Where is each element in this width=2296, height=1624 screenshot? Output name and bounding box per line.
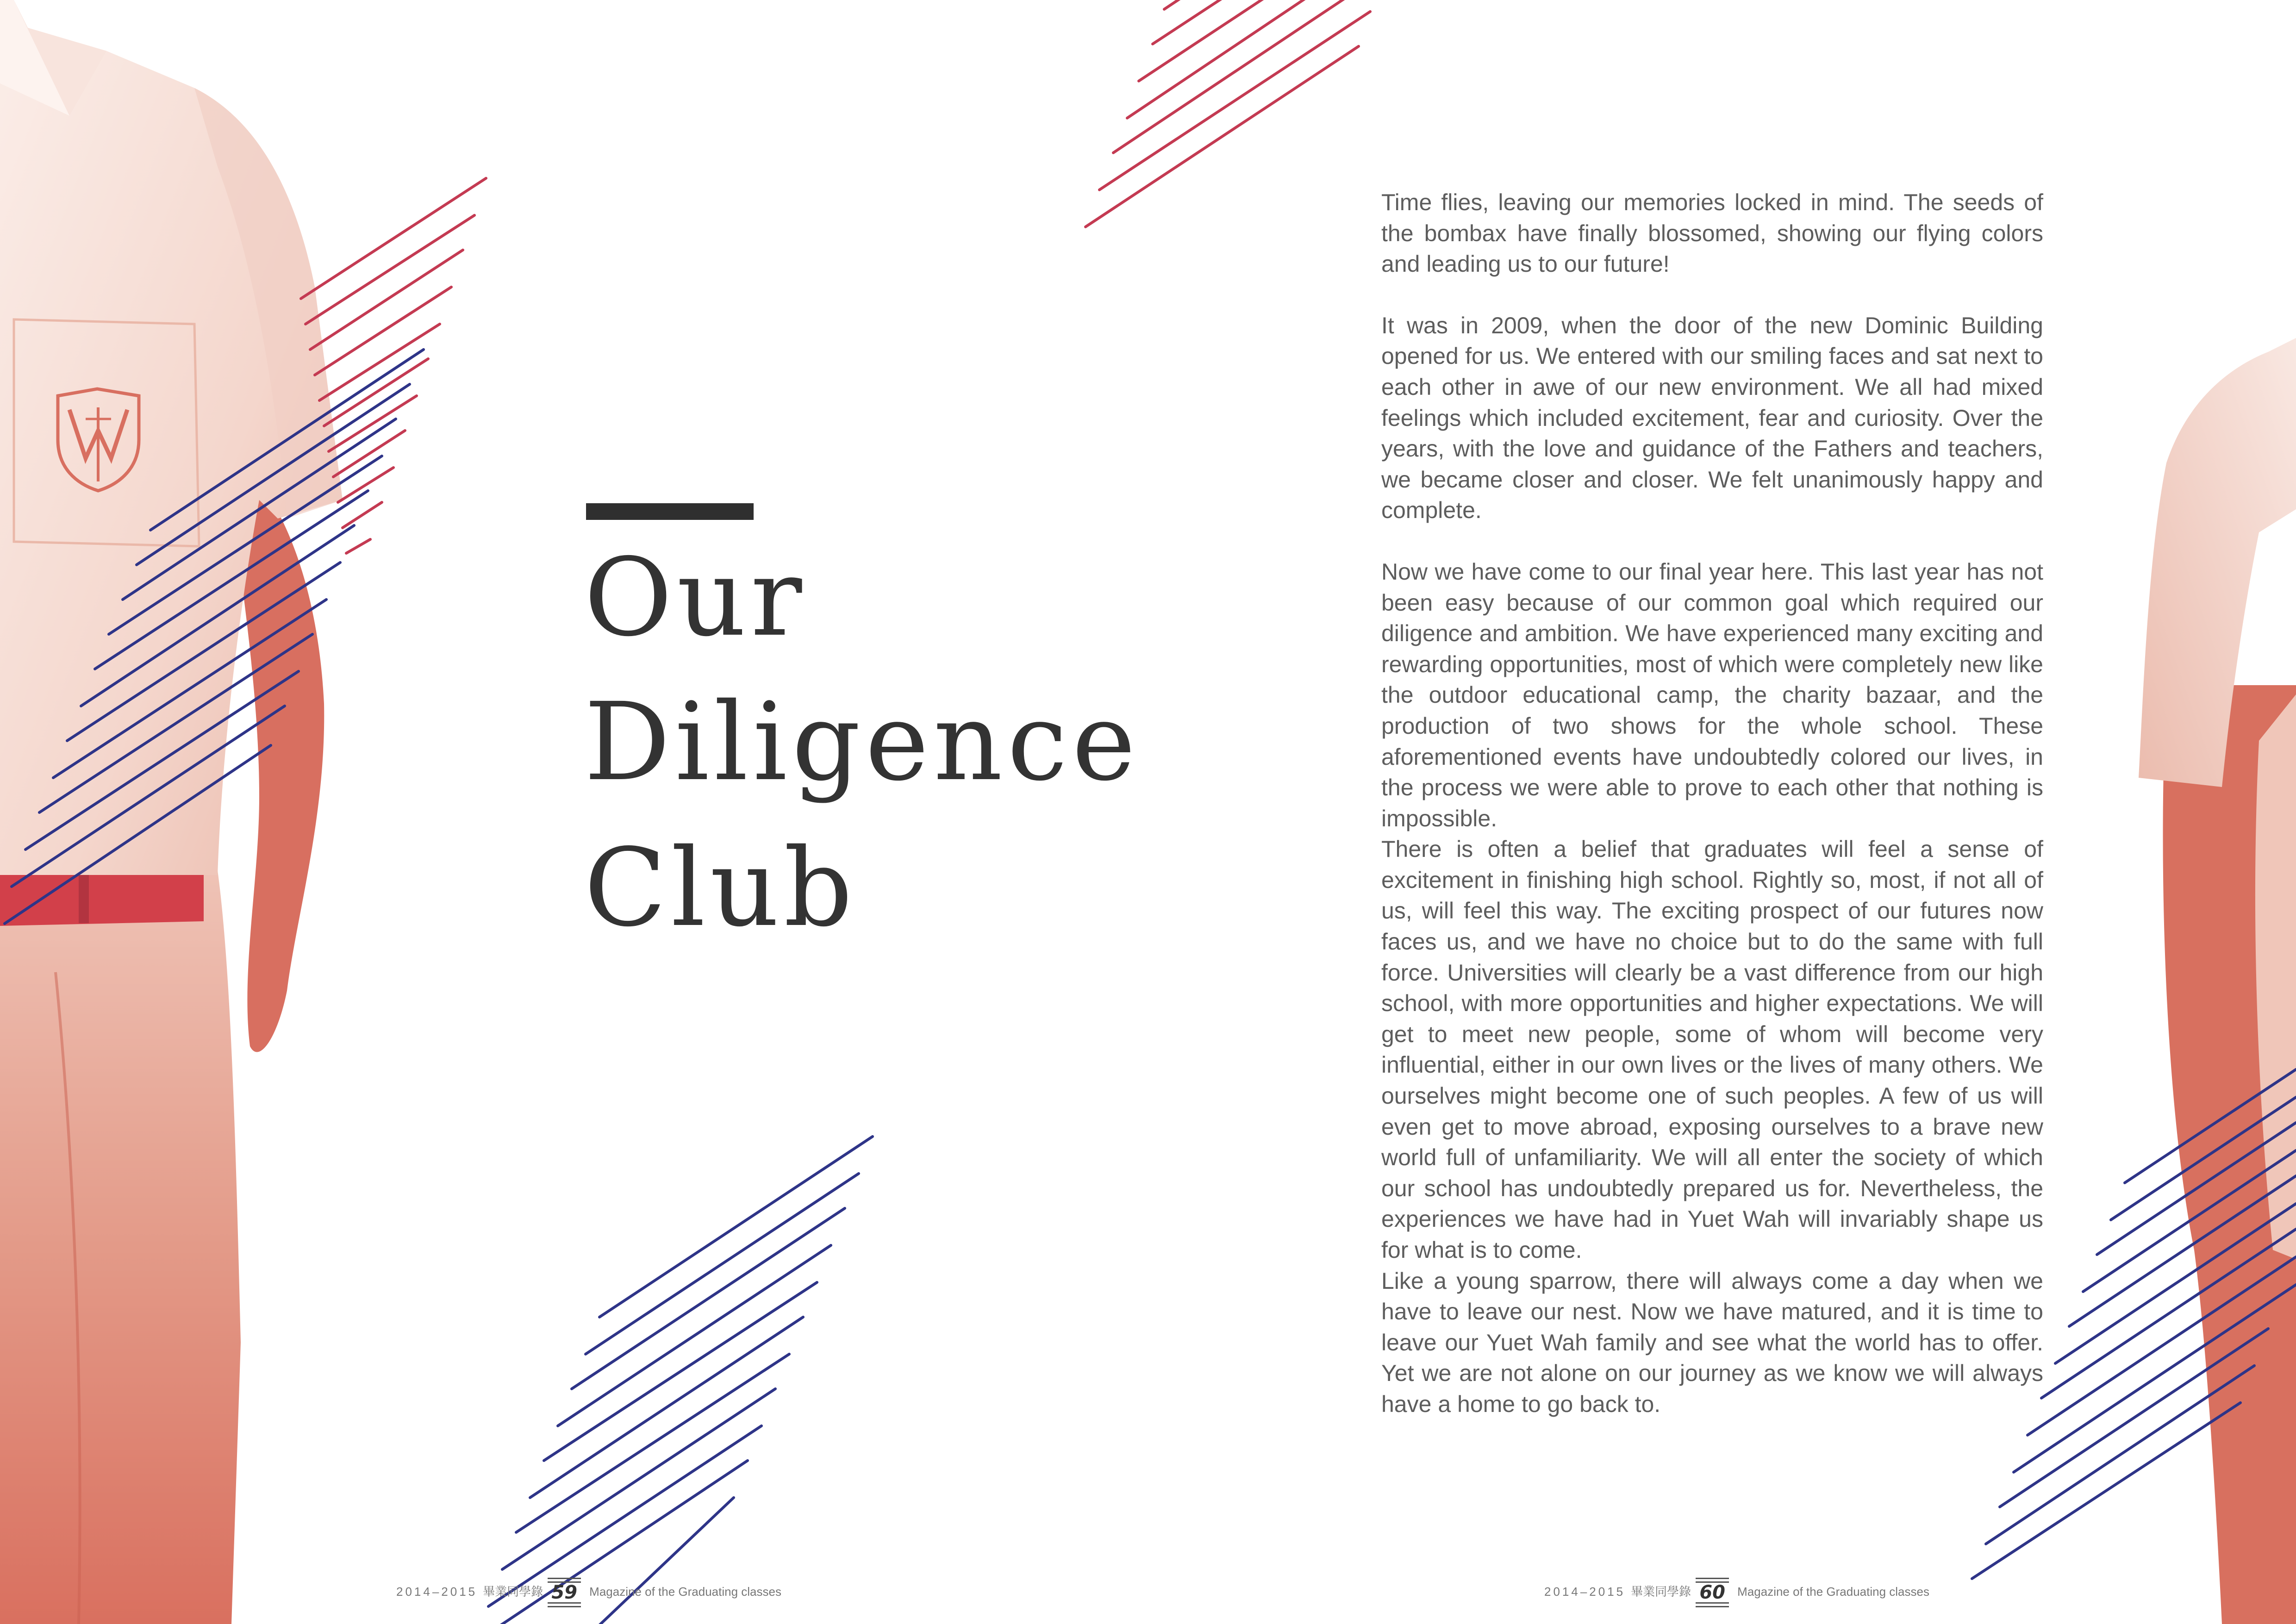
paragraph-4: There is often a belief that graduates will feel a sense of excitement in finishing high school. Rightly so, most, if not all of us, will feel this way. The exciting prospect of our futures now faces us, and we have no choice but to do the same with full force. Universities will clearly be a vast difference from our high school, with more opportunities and higher expectations. We will get to meet new people, some of whom will become very influential, either in our own lives or the lives of many others. We ourselves might become one of such peoples. A few of us will even get to move abroad, exposing ourselves to a brave new world full of unfamiliarity. We will all enter the society of which our school has undoubtedly prepared us for. Nevertheless, the experiences we have had in Yuet Wah will invariably shape us for what is to come. — [1381, 836, 2043, 1263]
title-line-2: Diligence — [584, 680, 1141, 805]
stripe-group-top-red — [1086, 0, 1370, 227]
footer-years: 2014–2015 — [396, 1585, 478, 1599]
footer-right — [1544, 1579, 1929, 1605]
title-accent-bar — [586, 503, 754, 520]
paragraph-5: Like a young sparrow, there will always come a day when we have to leave our nest. Now we have matured, and it is time to leave our Yuet Wah family and see what the world has to offer. Yet we are not alone on our journey as we know we will always have a home to go back to. — [1381, 1268, 2043, 1417]
footer-chinese-title: 畢業同學錄 — [1631, 1585, 1691, 1599]
footer-caption: Magazine of the Graduating classes — [589, 1585, 781, 1599]
footer-years: 2014–2015 — [1544, 1585, 1626, 1599]
paragraph-3: Now we have come to our final year here. This last year has not been easy because of our common goal which required our diligence and ambition. We have experienced many exciting and rewarding opportunities, most of which were completely new like the outdoor educational camp, the charity bazaar, and the production of two shows for the whole school. These aforementioned events have undoubtedly colored our lives, in the process we were able to prove to each other that nothing is impossible. — [1381, 558, 2043, 831]
paragraph-2: It was in 2009, when the door of the new Dominic Building opened for us. We entered with our smiling faces and sat next to each other in awe of our new environment. We all had mixed feelings which included excitement, fear and curiosity. Over the years, with the love and guidance of the Fathers and teachers, we became closer and closer. We felt unanimously happy and complete. — [1381, 312, 2043, 524]
footer-caption: Magazine of the Graduating classes — [1737, 1585, 1929, 1599]
stripe-group-bottom-navy — [488, 1137, 873, 1624]
paragraph-1: Time flies, leaving our memories locked in mind. The seeds of the bombax have finally blossomed, showing our flying colors and leading us to our future! — [1381, 189, 2043, 277]
stripe-group-left-navy — [5, 350, 424, 924]
page-number: 60 — [1696, 1580, 1729, 1605]
stripe-group-left-red — [301, 178, 486, 553]
body-text — [1381, 187, 2043, 1420]
page-number: 59 — [548, 1580, 581, 1605]
footer-left — [396, 1579, 781, 1605]
title-line-3: Club — [584, 825, 857, 950]
title-line-1: Our — [584, 535, 807, 660]
footer-chinese-title: 畢業同學錄 — [483, 1585, 543, 1599]
